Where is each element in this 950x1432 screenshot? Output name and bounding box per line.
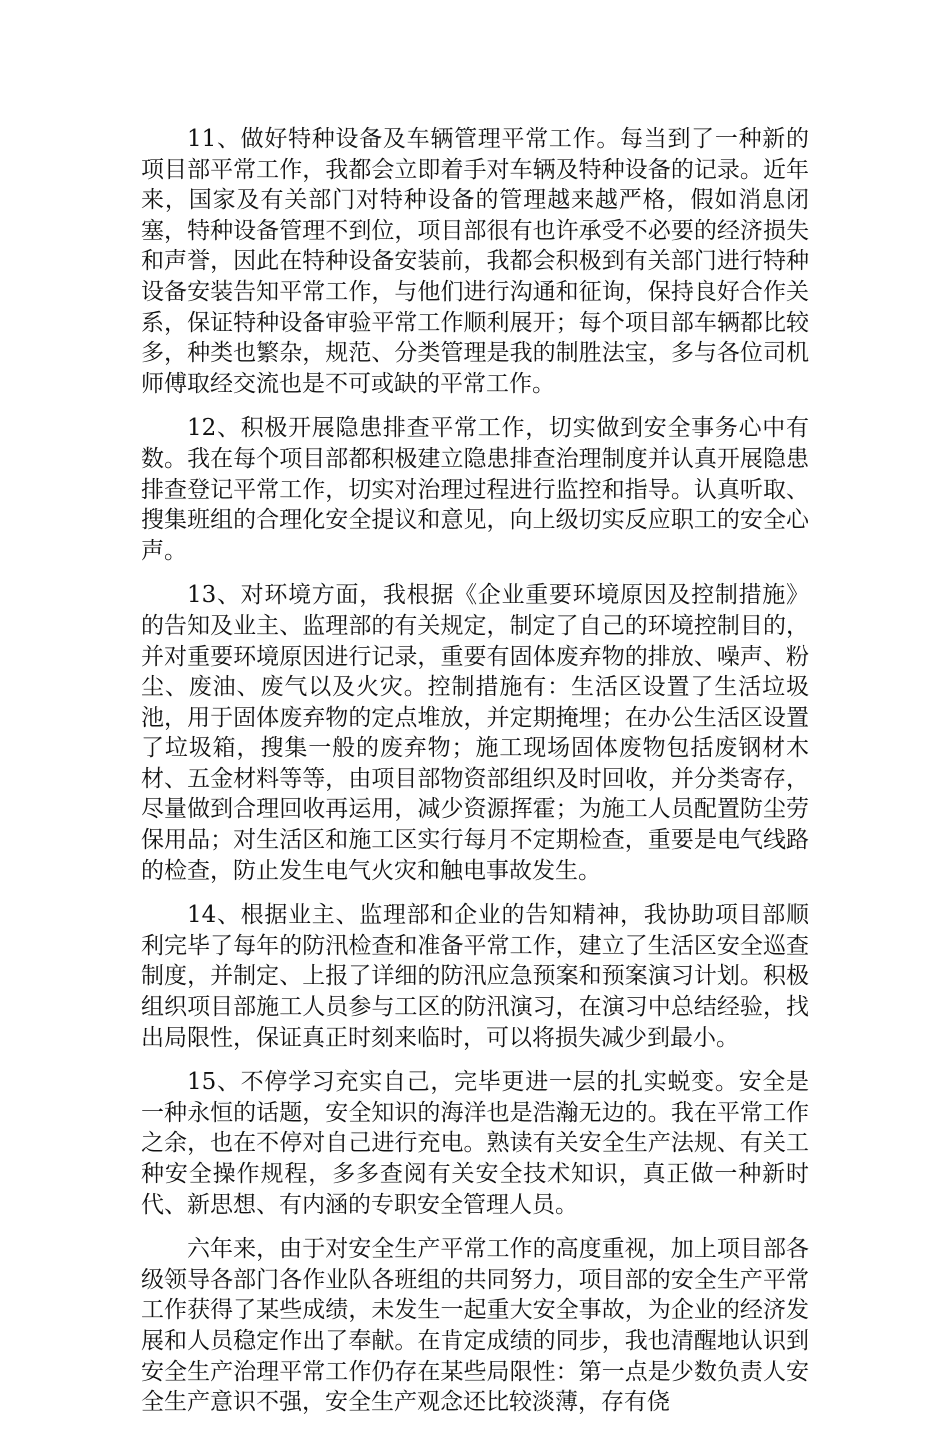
paragraph-15: 15、不停学习充实自己，完毕更进一层的扎实蜕变。安全是一种永恒的话题，安全知识的海洋也是浩瀚无边的。我在平常工作之余，也在不停对自己进行充电。熟读有关安全生产法规、有关工种安全操作规程，多多查阅有关安全技术知识，真正做一种新时代、新思想、有内涵的专职安全管理人员。 <box>141 1069 809 1218</box>
paragraph-13: 13、对环境方面，我根据《企业重要环境原因及控制措施》的告知及业主、监理部的有关规定，制定了自己的环境控制目的，并对重要环境原因进行记录，重要有固体废弃物的排放、噪声、粉尘、废油、废气以及火灾。控制措施有：生活区设置了生活垃圾池，用于固体废弃物的定点堆放，并定期掩埋；在办公生活区设置了垃圾箱，搜集一般的废弃物；施工现场固体废物包括废钢材木材、五金材料等等，由项目部物资部组织及时回收，并分类寄存，尽量做到合理回收再运用，减少资源挥霍；为施工人员配置防尘劳保用品；对生活区和施工区实行每月不定期检查，重要是电气线路的检查，防止发生电气火灾和触电事故发生。 <box>141 582 809 884</box>
body-text <box>141 124 809 1432</box>
paragraph-summary: 六年来，由于对安全生产平常工作的高度重视，加上项目部各级领导各部门各作业队各班组的共同努力，项目部的安全生产平常工作获得了某些成绩，未发生一起重大安全事故，为企业的经济发展和人员稳定作出了奉献。在肯定成绩的同步，我也清醒地认识到安全生产治理平常工作仍存在某些局限性：第一点是少数负责人安全生产意识不强，安全生产观念还比较淡薄，存有侥 <box>141 1236 809 1416</box>
paragraph-12: 12、积极开展隐患排查平常工作，切实做到安全事务心中有数。我在每个项目部都积极建立隐患排查治理制度并认真开展隐患排查登记平常工作，切实对治理过程进行监控和指导。认真听取、搜集班组的合理化安全提议和意见，向上级切实反应职工的安全心声。 <box>141 415 809 564</box>
paragraph-14: 14、根据业主、监理部和企业的告知精神，我协助项目部顺利完毕了每年的防汛检查和准备平常工作，建立了生活区安全巡查制度，并制定、上报了详细的防汛应急预案和预案演习计划。积极组织项目部施工人员参与工区的防汛演习，在演习中总结经验，找出局限性，保证真正时刻来临时，可以将损失减少到最小。 <box>141 902 809 1051</box>
paragraph-11: 11、做好特种设备及车辆管理平常工作。每当到了一种新的项目部平常工作，我都会立即着手对车辆及特种设备的记录。近年来，国家及有关部门对特种设备的管理越来越严格，假如消息闭塞，特种设备管理不到位，项目部很有也许承受不必要的经济损失和声誉，因此在特种设备安装前，我都会积极到有关部门进行特种设备安装告知平常工作，与他们进行沟通和征询，保持良好合作关系，保证特种设备审验平常工作顺利展开；每个项目部车辆都比较多，种类也繁杂，规范、分类管理是我的制胜法宝，多与各位司机师傅取经交流也是不可或缺的平常工作。 <box>141 126 809 397</box>
